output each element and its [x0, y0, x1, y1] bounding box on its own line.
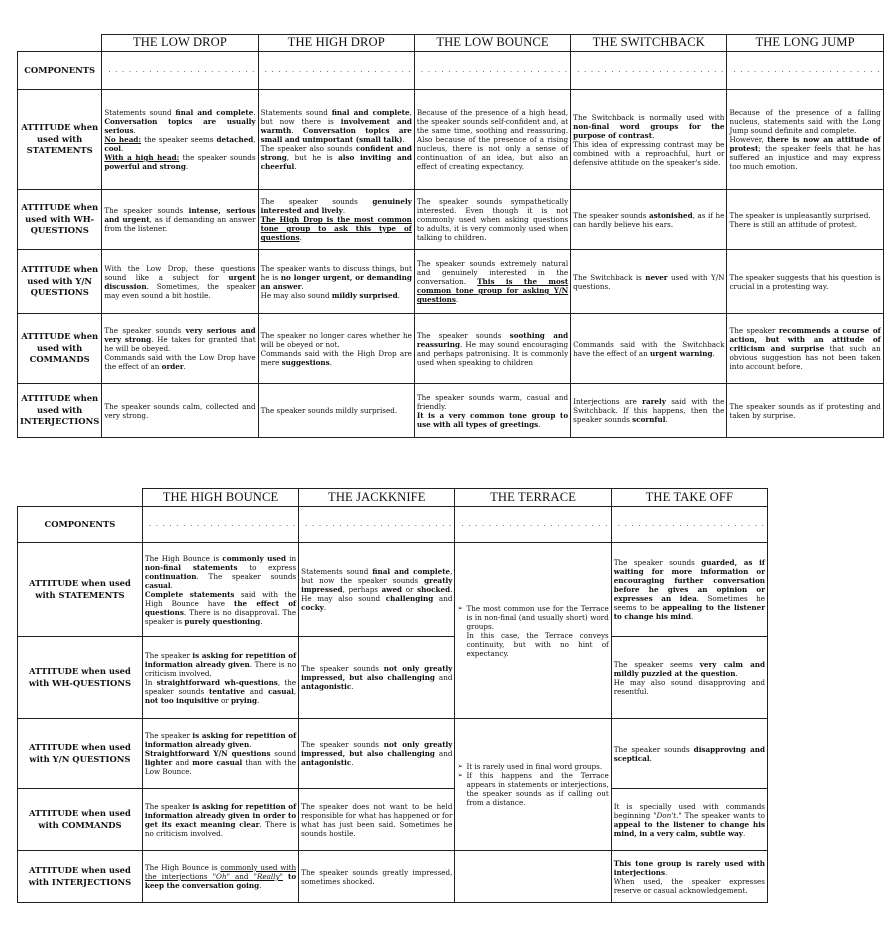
cell-jackknife-statements: Statements sound final and complete, but now the speaker sounds greatly impressed, perhaps awed or shocked. He may also sound challenging and cocky. — [299, 543, 455, 637]
cell-switchback-interjections: Interjections are rarely said with the Switchback. If this happens, then the speaker sounds scornful. — [571, 384, 727, 438]
cell-take-off-yn: The speaker sounds disapproving and sceptical. — [611, 719, 767, 789]
cell-terrace-interjections — [455, 851, 611, 903]
cell-switchback-statements: The Switchback is normally used with non-final word groups for the purpose of contrast. This idea of expressing contrast may be combined with a reproachful, hurt or defensive attitude on the speaker's side. — [571, 90, 727, 190]
cell-terrace-statements-wh: ➢ The most common use for the Terrace is in non-final (and usually short) word groups. In this case, the Terrace conveys continuity, but with no hint of expectancy. — [455, 543, 611, 719]
components-cell: . . . . . . . . . . . . . . . . . . . . . . — [727, 52, 883, 90]
cell-low-drop-statements: Statements sound final and complete. Conversation topics are usually serious. No head: the speaker seems detached, cool. With a high head: the speaker sounds powerful and strong. — [102, 90, 258, 190]
cell-switchback-wh: The speaker sounds astonished, as if he can hardly believe his ears. — [571, 190, 727, 250]
cell-long-jump-yn: The speaker suggests that his question is crucial in a protesting way. — [727, 250, 883, 314]
corner-cell — [18, 489, 143, 507]
cell-high-drop-wh: The speaker sounds genuinely interested and lively. The High Drop is the most common tone group to ask this type of questions. — [258, 190, 414, 250]
cell-long-jump-statements: Because of the presence of a falling nucleus, statements said with the Long Jump sound definite and complete. However, there is now an attitude of protest; the speaker feels that he has suffered an injustice and may express too much emotion. — [727, 90, 883, 190]
cell-low-drop-interjections: The speaker sounds calm, collected and very strong. — [102, 384, 258, 438]
cell-switchback-yn: The Switchback is never used with Y/N questions. — [571, 250, 727, 314]
cell-jackknife-interjections: The speaker sounds greatly impressed, sometimes shocked. — [299, 851, 455, 903]
row-label-interjections: ATTITUDE when used with INTERJECTIONS — [18, 851, 143, 903]
components-cell: . . . . . . . . . . . . . . . . . . . . . . — [142, 507, 298, 543]
header-take-off: THE TAKE OFF — [611, 489, 767, 507]
cell-jackknife-wh: The speaker sounds not only greatly impressed, but also challenging and antagonistic. — [299, 637, 455, 719]
components-cell: . . . . . . . . . . . . . . . . . . . . . . — [611, 507, 767, 543]
cell-high-drop-statements: Statements sound final and complete, but now there is involvement and warmth. Conversation topics are small and unimportant (small talk). The speaker also sounds confident and strong, but he is also inviting and cheerful. — [258, 90, 414, 190]
components-cell: . . . . . . . . . . . . . . . . . . . . . . — [258, 52, 414, 90]
cell-take-off-commands: It is specially used with commands beginning "Don't." The speaker wants to appeal to the listener to change his mind, in a very calm, subtle way. — [611, 789, 767, 851]
row-label-yn-questions: ATTITUDE when used with Y/N QUESTIONS — [18, 250, 102, 314]
header-long-jump: THE LONG JUMP — [727, 35, 883, 52]
cell-switchback-commands: Commands said with the Switchback have the effect of an urgent warning. — [571, 314, 727, 384]
intonation-table-1 — [17, 34, 884, 438]
header-terrace: THE TERRACE — [455, 489, 611, 507]
cell-high-bounce-interjections: The High Bounce is commonly used with the interjections "Oh" and "Really" to keep the conversation going. — [142, 851, 298, 903]
row-label-statements: ATTITUDE when used with STATEMENTS — [18, 543, 143, 637]
cell-jackknife-commands: The speaker does not want to be held responsible for what has happened or for what has just been said. Sometimes he sounds hostile. — [299, 789, 455, 851]
cell-low-bounce-yn: The speaker sounds extremely natural and genuinely interested in the conversation. This is the most common tone group for asking Y/N questions. — [414, 250, 570, 314]
cell-low-bounce-wh: The speaker sounds sympathetically interested. Even though it is not commonly used when asking questions to adults, it is very commonly used when talking to children. — [414, 190, 570, 250]
components-cell: . . . . . . . . . . . . . . . . . . . . . . — [571, 52, 727, 90]
cell-high-drop-commands: The speaker no longer cares whether he will be obeyed or not. Commands said with the High Drop are mere suggestions. — [258, 314, 414, 384]
cell-take-off-interjections: This tone group is rarely used with interjections. When used, the speaker expresses reserve or casual acknowledgement. — [611, 851, 767, 903]
row-label-wh-questions: ATTITUDE when used with WH-QUESTIONS — [18, 637, 143, 719]
row-label-interjections: ATTITUDE when used with INTERJECTIONS — [18, 384, 102, 438]
components-cell: . . . . . . . . . . . . . . . . . . . . . . — [299, 507, 455, 543]
cell-high-bounce-yn: The speaker is asking for repetition of information already given. Straightforward Y/N questions sound lighter and more casual than with the Low Bounce. — [142, 719, 298, 789]
cell-low-drop-yn: With the Low Drop, these questions sound like a subject for urgent discussion. Sometimes, the speaker may even sound a bit hostile. — [102, 250, 258, 314]
row-label-components: COMPONENTS — [18, 52, 102, 90]
row-label-commands: ATTITUDE when used with COMMANDS — [18, 789, 143, 851]
header-high-bounce: THE HIGH BOUNCE — [142, 489, 298, 507]
cell-high-drop-yn: The speaker wants to discuss things, but he is no longer urgent, or demanding an answer. He may also sound mildly surprised. — [258, 250, 414, 314]
header-switchback: THE SWITCHBACK — [571, 35, 727, 52]
cell-low-bounce-statements: Because of the presence of a high head, the speaker sounds self-confident and, at the same time, soothing and reassuring. Also because of the presence of a rising nucleus, there is not only a sense of continuation of an idea, but also an effect of creating expectancy. — [414, 90, 570, 190]
header-jackknife: THE JACKKNIFE — [299, 489, 455, 507]
cell-low-drop-wh: The speaker sounds intense, serious and urgent, as if demanding an answer from the listener. — [102, 190, 258, 250]
row-label-statements: ATTITUDE when used with STATEMENTS — [18, 90, 102, 190]
cell-long-jump-commands: The speaker recommends a course of action, but with an attitude of criticism and surprise that such an obvious suggestion has not been taken into account before. — [727, 314, 883, 384]
components-cell: . . . . . . . . . . . . . . . . . . . . . . — [414, 52, 570, 90]
cell-long-jump-interjections: The speaker sounds as if protesting and taken by surprise. — [727, 384, 883, 438]
row-label-commands: ATTITUDE when used with COMMANDS — [18, 314, 102, 384]
cell-high-bounce-wh: The speaker is asking for repetition of information already given. There is no criticism involved. In straightforward wh-questions, the speaker sounds tentative and casual, not too inquisitive or prying. — [142, 637, 298, 719]
header-low-drop: THE LOW DROP — [102, 35, 258, 52]
cell-take-off-wh: The speaker seems very calm and mildly puzzled at the question. He may also sound disapproving and resentful. — [611, 637, 767, 719]
cell-long-jump-wh: The speaker is unpleasantly surprised. There is still an attitude of protest. — [727, 190, 883, 250]
cell-low-drop-commands: The speaker sounds very serious and very strong. He takes for granted that he will be obeyed. Commands said with the Low Drop have the effect of an order. — [102, 314, 258, 384]
row-label-yn-questions: ATTITUDE when used with Y/N QUESTIONS — [18, 719, 143, 789]
row-label-components: COMPONENTS — [18, 507, 143, 543]
cell-high-drop-interjections: The speaker sounds mildly surprised. — [258, 384, 414, 438]
cell-high-bounce-statements: The High Bounce is commonly used in non-final statements to express continuation. The speaker sounds casual. Complete statements said with the High Bounce have the effect of questions. There is no disapproval. The speaker is purely questioning. — [142, 543, 298, 637]
cell-terrace-yn-commands: ➢ It is rarely used in final word groups. ➢ If this happens and the Terrace appears in statements or interjections, the speaker sounds as if calling out from a distance. — [455, 719, 611, 851]
cell-low-bounce-commands: The speaker sounds soothing and reassuring. He may sound encouraging and perhaps patronising. It is commonly used when speaking to children — [414, 314, 570, 384]
components-cell: . . . . . . . . . . . . . . . . . . . . . . — [455, 507, 611, 543]
cell-high-bounce-commands: The speaker is asking for repetition of information already given in order to get its exact meaning clear. There is no criticism involved. — [142, 789, 298, 851]
intonation-table-2 — [17, 488, 768, 903]
components-cell: . . . . . . . . . . . . . . . . . . . . . . — [102, 52, 258, 90]
header-high-drop: THE HIGH DROP — [258, 35, 414, 52]
cell-low-bounce-interjections: The speaker sounds warm, casual and friendly. It is a very common tone group to use with all types of greetings. — [414, 384, 570, 438]
header-low-bounce: THE LOW BOUNCE — [414, 35, 570, 52]
corner-cell — [18, 35, 102, 52]
cell-jackknife-yn: The speaker sounds not only greatly impressed, but also challenging and antagonistic. — [299, 719, 455, 789]
row-label-wh-questions: ATTITUDE when used with WH-QUESTIONS — [18, 190, 102, 250]
cell-take-off-statements: The speaker sounds guarded, as if waiting for more information or encouraging further conversation before he gives an opinion or expresses an idea. Sometimes he seems to be appealing to the listener to change his mind. — [611, 543, 767, 637]
